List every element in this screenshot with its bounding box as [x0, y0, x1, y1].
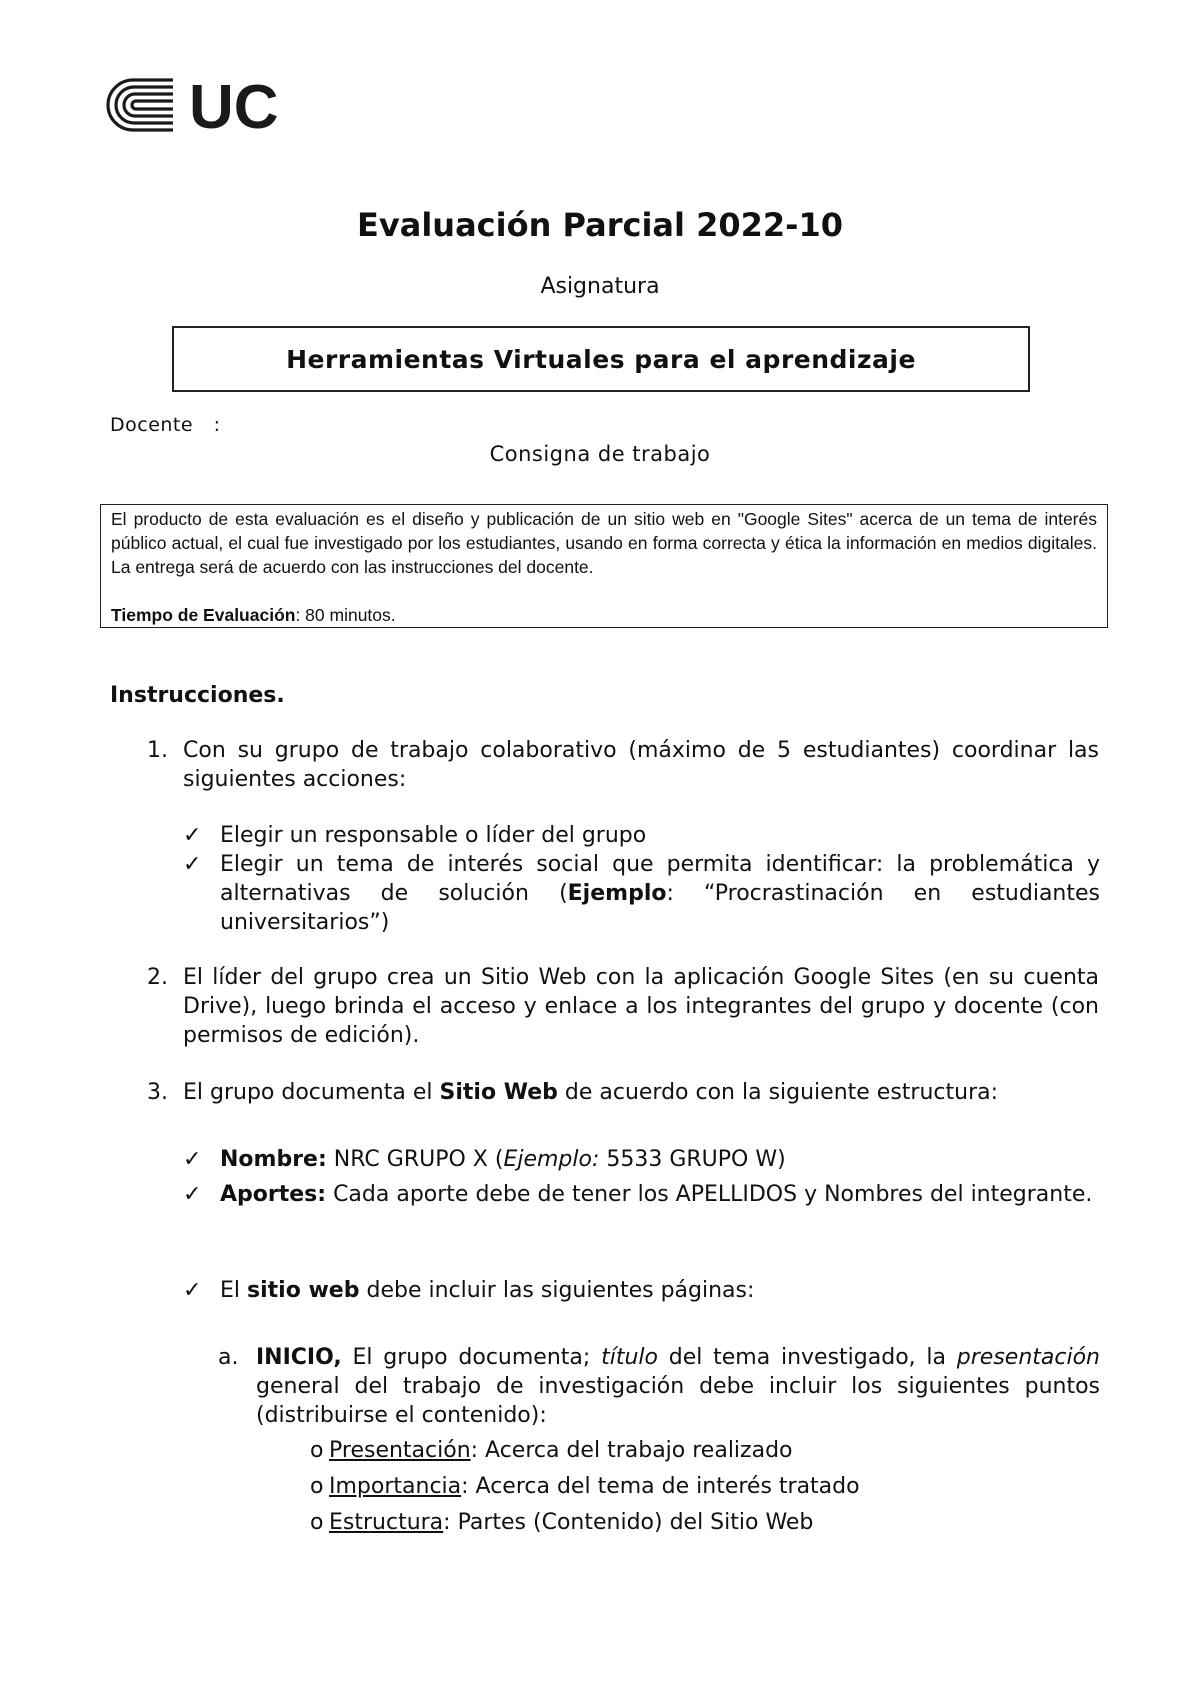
item3-text-bold: Sitio Web	[439, 1080, 558, 1105]
point-text: : Acerca del tema de interés tratado	[461, 1474, 860, 1499]
sitio-a: El	[220, 1278, 248, 1303]
item1-check2	[220, 850, 1100, 937]
point-estructura	[329, 1508, 813, 1537]
check-icon: ✓	[183, 1147, 202, 1172]
point-label: Presentación	[329, 1438, 471, 1463]
check2-text: Elegir un tema de interés social que permita identificar: la problemática y alternativas de solución (	[220, 852, 1100, 906]
point-presentacion	[329, 1436, 793, 1465]
check-icon: ✓	[183, 852, 202, 877]
nombre-row	[220, 1145, 1100, 1174]
item2-number: 2.	[147, 965, 168, 990]
item1-check1: Elegir un responsable o líder del grupo	[220, 823, 647, 848]
docente-separator: :	[213, 414, 221, 436]
sub-a-text	[256, 1343, 1100, 1430]
time-row	[111, 603, 1097, 627]
subject-box	[172, 326, 1030, 392]
check-icon: ✓	[183, 1182, 202, 1207]
logo-text: UC	[189, 76, 279, 134]
subject-name: Herramientas Virtuales para el aprendizaje	[286, 344, 916, 374]
info-box	[100, 504, 1108, 628]
nombre-text: NRC GRUPO X (	[326, 1147, 504, 1172]
sitio-bold: sitio web	[247, 1278, 360, 1303]
uc-logo	[105, 76, 305, 134]
page-title: Evaluación Parcial 2022-10	[357, 206, 843, 244]
item3-text	[183, 1078, 1099, 1107]
nombre-label: Nombre:	[220, 1147, 327, 1172]
item3-text-a: El grupo documenta el	[183, 1080, 440, 1105]
aportes-text: Cada aporte debe de tener los APELLIDOS y Nombres del integrante.	[326, 1182, 1093, 1207]
sub-a-t2: del tema investigado, la	[657, 1345, 957, 1370]
item1-text: Con su grupo de trabajo colaborativo (máximo de 5 estudiantes) coordinar las siguientes acciones:	[183, 738, 1099, 792]
nombre-end: 5533 GRUPO W)	[599, 1147, 786, 1172]
item3-number: 3.	[147, 1080, 168, 1105]
circle-bullet-icon: o	[310, 1510, 324, 1535]
nombre-italic: Ejemplo:	[503, 1147, 600, 1172]
check-icon: ✓	[183, 1278, 202, 1303]
time-label: Tiempo de Evaluación	[111, 605, 296, 625]
docente-row	[110, 414, 221, 436]
circle-bullet-icon: o	[310, 1438, 324, 1463]
item1-number: 1.	[147, 738, 168, 763]
consigna-heading: Consigna de trabajo	[489, 442, 711, 466]
info-description: El producto de esta evaluación es el diseño y publicación de un sitio web en "Google Sites" acerca de un tema de interés público actual, el cual fue investigado por los estudiantes, usando en forma correcta y ética la información en medios digitales. La entrega será de acuerdo con las instrucciones del docente.	[111, 509, 1097, 577]
sitio-b: debe incluir las siguientes páginas:	[359, 1278, 755, 1303]
subject-label: Asignatura	[540, 274, 660, 299]
sub-a-label: INICIO,	[256, 1345, 342, 1370]
aportes-row	[220, 1180, 1100, 1209]
item3-text-b: de acuerdo con la siguiente estructura:	[557, 1080, 999, 1105]
check2-end: : “Procrastinación en estudiantes universitarios”)	[220, 881, 1100, 935]
check-icon: ✓	[183, 823, 202, 848]
point-importancia	[329, 1472, 860, 1501]
sub-a-i2: presentación	[956, 1345, 1100, 1370]
aportes-label: Aportes:	[220, 1182, 327, 1207]
point-label: Importancia	[329, 1474, 462, 1499]
check2-bold: Ejemplo	[567, 881, 667, 906]
point-label: Estructura	[329, 1510, 444, 1535]
item2-text: El líder del grupo crea un Sitio Web con la aplicación Google Sites (en su cuenta Drive), luego brinda el acceso y enlace a los integrantes del grupo y docente (con permisos de edición).	[183, 965, 1099, 1048]
sub-a-i1: título	[601, 1345, 658, 1370]
time-value: : 80 minutos.	[295, 605, 396, 625]
instructions-heading: Instrucciones.	[110, 683, 285, 708]
uc-logo-icon	[105, 76, 305, 134]
point-text: : Acerca del trabajo realizado	[470, 1438, 793, 1463]
sub-a-letter: a.	[218, 1345, 239, 1370]
sub-a-t1: El grupo documenta;	[341, 1345, 602, 1370]
point-text: : Partes (Contenido) del Sitio Web	[443, 1510, 814, 1535]
circle-bullet-icon: o	[310, 1474, 324, 1499]
docente-label: Docente	[110, 414, 194, 436]
sub-a-t3: general del trabajo de investigación debe incluir los siguientes puntos (distribuirse el contenido):	[256, 1374, 1100, 1428]
sitio-row	[220, 1276, 1100, 1305]
